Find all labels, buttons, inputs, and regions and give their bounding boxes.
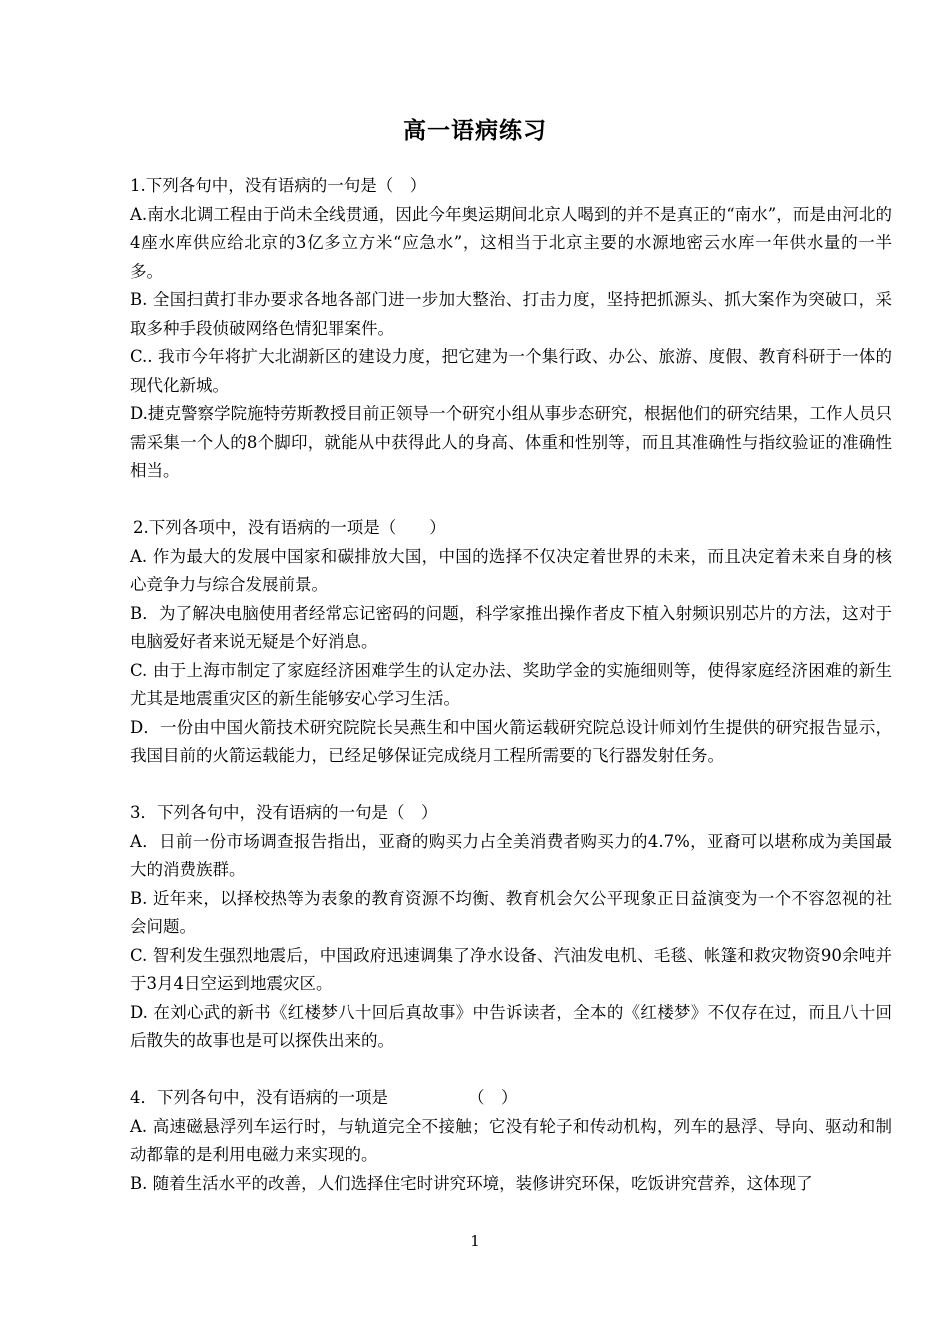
option-d: D. 在刘心武的新书《红楼梦八十回后真故事》中告诉读者，全本的《红楼梦》不仅存在过，而且八十回后散失的故事也是可以探佚出来的。 bbox=[130, 1002, 892, 1050]
page-number: 1 bbox=[470, 1232, 480, 1250]
option-a: A．日前一份市场调查报告指出，亚裔的购买力占全美消费者购买力的4.7%，亚裔可以堪称成为美国最大的消费族群。 bbox=[130, 831, 892, 879]
option-b: B. 近年来，以择校热等为表象的教育资源不均衡、教育机会欠公平现象正日益演变为一个不容忽视的社会问题。 bbox=[130, 888, 892, 936]
option-a: A. 高速磁悬浮列车运行时，与轨道完全不接触；它没有轮子和传动机构，列车的悬浮、导向、驱动和制动都靠的是利用电磁力来实现的。 bbox=[130, 1116, 892, 1164]
question-stem: 3．下列各句中，没有语病的一句是（ ） bbox=[130, 803, 438, 822]
question-1 bbox=[130, 172, 892, 486]
option-a: A.南水北调工程由于尚未全线贯通，因此今年奥运期间北京人喝到的并不是真正的“南水”，而是由河北的4座水库供应给北京的3亿多立方米“应急水”，这相当于北京主要的水源地密云水库一年供水量的一半多。 bbox=[130, 204, 892, 281]
option-c: C. 智利发生强烈地震后，中国政府迅速调集了净水设备、汽油发电机、毛毯、帐篷和救灾物资90余吨并于3月4日空运到地震灾区。 bbox=[130, 945, 892, 993]
option-c: C. 由于上海市制定了家庭经济困难学生的认定办法、奖助学金的实施细则等，使得家庭经济困难的新生尤其是地震重灾区的新生能够安心学习生活。 bbox=[130, 660, 892, 708]
paragraph-gap bbox=[130, 771, 892, 800]
option-c: C.. 我市今年将扩大北湖新区的建设力度，把它建为一个集行政、办公、旅游、度假、教育科研于一体的现代化新城。 bbox=[130, 347, 892, 395]
question-3 bbox=[130, 799, 892, 1056]
question-stem: 2.下列各项中，没有语病的一项是（ ） bbox=[133, 518, 446, 537]
question-stem: 4．下列各句中，没有语病的一项是 bbox=[130, 1088, 388, 1107]
option-d: D．一份由中国火箭技术研究院院长吴燕生和中国火箭运载研究院总设计师刘竹生提供的研究报告显示，我国目前的火箭运载能力，已经足够保证完成绕月工程所需要的飞行器发射任务。 bbox=[130, 717, 892, 765]
paragraph-gap bbox=[130, 486, 892, 515]
page-title: 高一语病练习 bbox=[403, 117, 547, 144]
option-a: A. 作为最大的发展中国家和碳排放大国，中国的选择不仅决定着世界的未来，而且决定着未来自身的核心竞争力与综合发展前景。 bbox=[130, 546, 892, 594]
paragraph-gap bbox=[130, 1056, 892, 1085]
question-4 bbox=[130, 1084, 892, 1198]
answer-bracket: （ ） bbox=[468, 1088, 518, 1107]
option-b: B. 随着生活水平的改善，人们选择住宅时讲究环境，装修讲究环保，吃饭讲究营养，这体现了 bbox=[130, 1173, 813, 1193]
question-stem: 1.下列各句中，没有语病的一句是（ ） bbox=[130, 176, 427, 195]
question-2 bbox=[130, 514, 892, 771]
question-stem-line bbox=[130, 1084, 892, 1113]
option-b: B. 全国扫黄打非办要求各地各部门进一步加大整治、打击力度，坚持把抓源头、抓大案作为突破口，采取多种手段侦破网络色情犯罪案件。 bbox=[130, 290, 892, 338]
option-b: B．为了解决电脑使用者经常忘记密码的问题，科学家推出操作者皮下植入射频识别芯片的方法，这对于电脑爱好者来说无疑是个好消息。 bbox=[130, 603, 892, 651]
document-body bbox=[130, 172, 892, 1198]
option-d: D.捷克警察学院施特劳斯教授目前正领导一个研究小组从事步态研究，根据他们的研究结果，工作人员只需采集一个人的8个脚印，就能从中获得此人的身高、体重和性别等，而且其准确性与指纹验证的准确性相当。 bbox=[130, 404, 892, 480]
